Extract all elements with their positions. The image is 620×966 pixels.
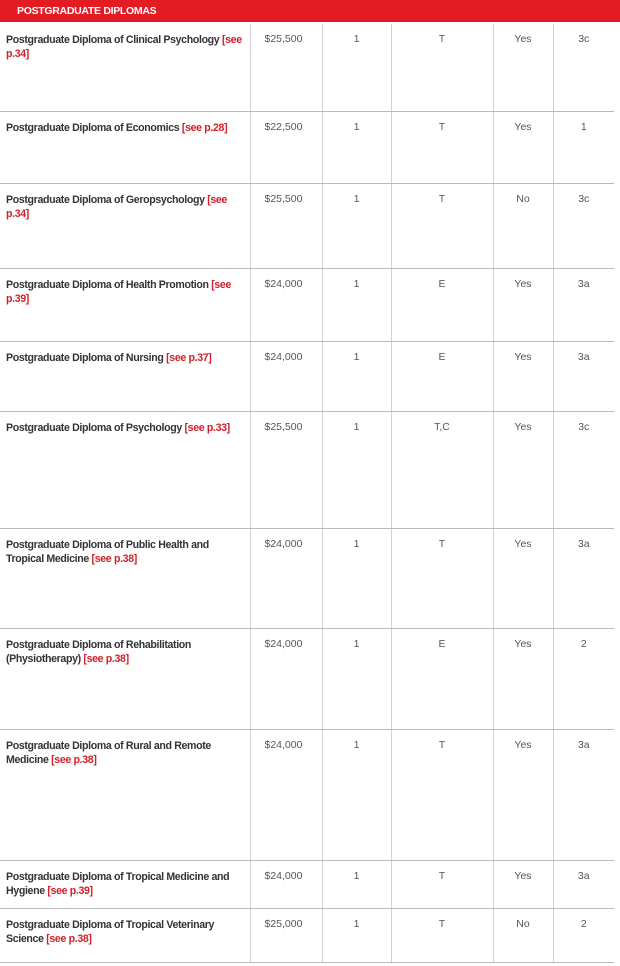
cost-cell: $22,500	[250, 111, 322, 183]
location-cell: T	[391, 528, 493, 628]
band-cell: 3a	[553, 268, 614, 341]
program-name: Postgraduate Diploma of Economics	[6, 121, 180, 134]
table-row	[0, 268, 614, 341]
cost-cell: $24,000	[250, 729, 322, 860]
program-name: Postgraduate Diploma of Health Promotion	[6, 278, 209, 291]
program-name-cell	[0, 24, 250, 111]
page-reference-link[interactable]: [see p.38]	[83, 652, 129, 665]
duration-cell: 1	[322, 268, 391, 341]
page-reference-link[interactable]: [see p.39]	[6, 278, 232, 305]
program-name-cell	[0, 111, 250, 183]
table-row	[0, 860, 614, 908]
program-name-cell	[0, 528, 250, 628]
table-row	[0, 24, 614, 111]
program-name: Postgraduate Diploma of Public Health and Tropical Medicine	[6, 538, 209, 565]
program-name-cell	[0, 341, 250, 411]
program-name-cell	[0, 268, 250, 341]
program-name-cell	[0, 908, 250, 962]
band-cell: 1	[553, 111, 614, 183]
duration-cell: 1	[322, 908, 391, 962]
program-name: Postgraduate Diploma of Nursing	[6, 351, 164, 364]
duration-cell: 1	[322, 528, 391, 628]
availability-cell: Yes	[493, 24, 553, 111]
band-cell: 3c	[553, 183, 614, 268]
availability-cell: Yes	[493, 411, 553, 528]
location-cell: T,C	[391, 411, 493, 528]
program-name: Postgraduate Diploma of Tropical Medicine and Hygiene	[6, 870, 230, 897]
availability-cell: Yes	[493, 111, 553, 183]
availability-cell: No	[493, 908, 553, 962]
program-name: Postgraduate Diploma of Rural and Remote Medicine	[6, 739, 211, 766]
location-cell: T	[391, 111, 493, 183]
program-name: Postgraduate Diploma of Clinical Psychology	[6, 34, 220, 46]
band-cell: 2	[553, 908, 614, 962]
cost-cell: $24,000	[250, 528, 322, 628]
table-row	[0, 528, 614, 628]
location-cell: T	[391, 24, 493, 111]
location-cell: E	[391, 628, 493, 729]
page-reference-link[interactable]: [see p.28]	[181, 121, 228, 134]
duration-cell: 1	[322, 729, 391, 860]
program-name-cell	[0, 860, 250, 908]
section-title: POSTGRADUATE DIPLOMAS	[0, 0, 620, 22]
location-cell: E	[391, 341, 493, 411]
duration-cell: 1	[322, 24, 391, 111]
page-reference-link[interactable]: [see p.38]	[46, 932, 92, 945]
location-cell: T	[391, 908, 493, 962]
table-row	[0, 628, 614, 729]
table-row	[0, 183, 614, 268]
table-row	[0, 729, 614, 860]
band-cell: 3a	[553, 860, 614, 908]
table-row	[0, 908, 614, 962]
program-name: Postgraduate Diploma of Tropical Veterinary Science	[6, 918, 215, 945]
cost-cell: $24,000	[250, 860, 322, 908]
program-name: Postgraduate Diploma of Psychology	[6, 421, 182, 434]
location-cell: T	[391, 860, 493, 908]
availability-cell: Yes	[493, 268, 553, 341]
cost-cell: $25,500	[250, 183, 322, 268]
program-name-cell	[0, 183, 250, 268]
table-row	[0, 111, 614, 183]
band-cell: 3a	[553, 528, 614, 628]
page-reference-link[interactable]: [see p.39]	[47, 884, 93, 897]
table-row	[0, 411, 614, 528]
duration-cell: 1	[322, 183, 391, 268]
program-name-cell	[0, 411, 250, 528]
duration-cell: 1	[322, 860, 391, 908]
duration-cell: 1	[322, 111, 391, 183]
availability-cell: Yes	[493, 341, 553, 411]
duration-cell: 1	[322, 628, 391, 729]
band-cell: 3a	[553, 729, 614, 860]
cost-cell: $25,500	[250, 24, 322, 111]
band-cell: 2	[553, 628, 614, 729]
cost-cell: $25,500	[250, 411, 322, 528]
page-reference-link[interactable]: [see p.38]	[51, 753, 97, 766]
cost-cell: $25,000	[250, 908, 322, 962]
page-reference-link[interactable]: [see p.33]	[184, 421, 230, 434]
duration-cell: 1	[322, 411, 391, 528]
location-cell: T	[391, 183, 493, 268]
availability-cell: No	[493, 183, 553, 268]
page-reference-link[interactable]: [see p.38]	[91, 552, 137, 565]
diplomas-table	[0, 24, 614, 963]
location-cell: T	[391, 729, 493, 860]
location-cell: E	[391, 268, 493, 341]
cost-cell: $24,000	[250, 268, 322, 341]
availability-cell: Yes	[493, 528, 553, 628]
cost-cell: $24,000	[250, 341, 322, 411]
page-reference-link[interactable]: [see p.34]	[6, 34, 242, 60]
band-cell: 3c	[553, 24, 614, 111]
band-cell: 3c	[553, 411, 614, 528]
page-reference-link[interactable]: [see p.34]	[6, 193, 228, 220]
program-name: Postgraduate Diploma of Rehabilitation (Physiotherapy)	[6, 638, 192, 665]
program-name-cell	[0, 628, 250, 729]
availability-cell: Yes	[493, 729, 553, 860]
availability-cell: Yes	[493, 628, 553, 729]
table-row	[0, 341, 614, 411]
page-reference-link[interactable]: [see p.37]	[166, 351, 212, 364]
band-cell: 3a	[553, 341, 614, 411]
program-name-cell	[0, 729, 250, 860]
program-name: Postgraduate Diploma of Geropsychology	[6, 193, 205, 206]
availability-cell: Yes	[493, 860, 553, 908]
duration-cell: 1	[322, 341, 391, 411]
cost-cell: $24,000	[250, 628, 322, 729]
